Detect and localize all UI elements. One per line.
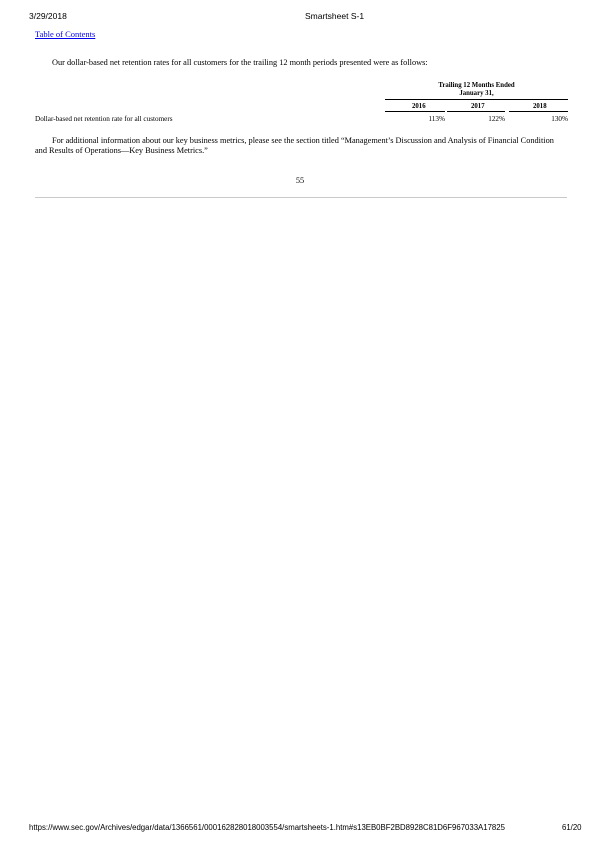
table-group-header-date: January 31, <box>459 90 494 97</box>
page-number: 55 <box>295 176 305 185</box>
year-header-2017: 2017 <box>471 103 485 110</box>
table-group-header-period: Trailing 12 Months Ended <box>438 82 515 89</box>
value-2018: 130% <box>551 115 568 123</box>
value-2016: 113% <box>428 115 445 123</box>
year-rule-2017 <box>447 111 505 112</box>
year-rule-2016 <box>385 111 445 112</box>
intro-sentence: Our dollar-based net retention rates for all customers for the trailing 12 month periods presented were as follows: <box>52 58 428 67</box>
footer-page-count: 61/20 <box>562 823 582 832</box>
row-label-retention: Dollar-based net retention rate for all customers <box>35 115 173 123</box>
document-title: Smartsheet S-1 <box>305 11 365 21</box>
footer-url: https://www.sec.gov/Archives/edgar/data/1366561/000162828018003554/smartsheets-1.htm#s13EB0BF2BD8928C81D6F967033A17825 <box>29 823 505 832</box>
print-date: 3/29/2018 <box>29 11 67 21</box>
metrics-reference-paragraph: For additional information about our key business metrics, please see the section titled “Management’s Discussion and Analysis of Financial Condition and Results of Operations—Key Business Metrics.” <box>35 136 554 155</box>
year-header-2016: 2016 <box>412 103 426 110</box>
group-header-rule <box>385 99 568 100</box>
table-of-contents-link[interactable]: Table of Contents <box>35 29 96 39</box>
value-2017: 122% <box>488 115 505 123</box>
year-header-2018: 2018 <box>533 103 547 110</box>
page-divider <box>35 197 567 198</box>
year-rule-2018 <box>509 111 568 112</box>
